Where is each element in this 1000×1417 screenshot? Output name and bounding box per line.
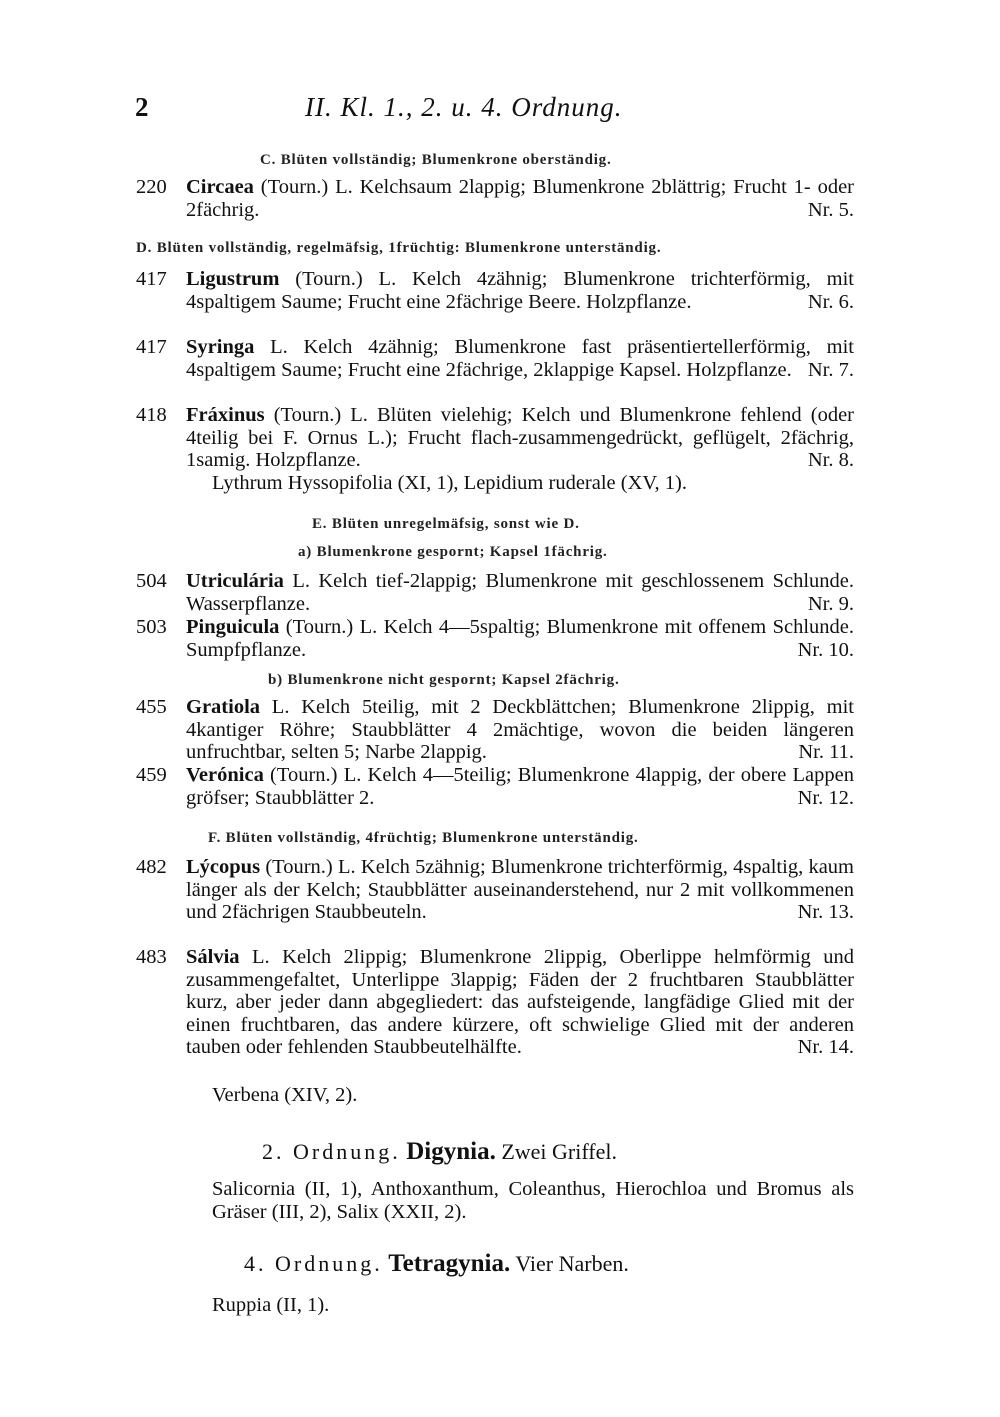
order-label: 2. Ordnung. [262,1139,401,1164]
entry-nr: Nr. 7. [807,358,854,381]
subsection-heading-eb: b) Blumenkrone nicht gespornt; Kapsel 2fächrig. [268,672,620,688]
order-label: 4. Ordnung. [244,1251,383,1276]
entry-number: 483 [136,946,167,968]
genus-entry [136,696,854,764]
genus-entry [136,336,854,381]
genus-entry [136,404,854,472]
section-heading-e: E. Blüten unregelmäfsig, sonst wie D. [312,516,580,532]
genus-name: Sálvia [186,946,240,968]
entry-text: (Tourn.) L. Blüten vielehig; Kelch und Blumenkrone fehlend (oder 4teilig bei F. Ornus L.); Frucht flach-zusammengedrückt, geflügelt, 2fächrig, 1samig. Holzpflanze. [186,404,854,471]
running-title: II. Kl. 1., 2. u. 4. Ordnung. [305,92,623,122]
entry-nr: Nr. 8. [807,449,854,471]
entry-text: L. Kelch tief-2lappig; Blumenkrone mit geschlossenem Schlunde. Wasserpflanze. [186,570,854,615]
entry-nr: Nr. 14. [797,1036,854,1058]
genus-entry [136,616,854,661]
entry-nr: Nr. 11. [798,741,854,763]
section-heading-d: D. Blüten vollständig, regelmäfsig, 1früchtig: Blumenkrone unterständig. [136,240,662,256]
genus-name: Lýcopus [186,856,261,878]
entry-nr: Nr. 12. [797,786,854,809]
entry-number: 504 [136,570,167,592]
genus-name: Circaea [186,176,254,198]
genus-name: Pinguicula [186,616,280,638]
section-heading-c: C. Blüten vollständig; Blumenkrone oberständig. [260,152,612,168]
page-number: 2 [135,92,149,122]
entry-text: (Tourn.) L. Kelch 4—5spaltig; Blumenkrone mit offenem Schlunde. Sumpfpflanze. [186,616,854,661]
entry-number: 418 [136,404,167,426]
entry-number: 220 [136,176,167,198]
entry-text: L. Kelch 4zähnig; Blumenkrone fast präsentiertellerförmig, mit 4spaltigem Saume; Frucht eine 2fächrige, 2klappige Kapsel. Holzpflanze. [186,336,854,381]
genus-entry [136,764,854,809]
entry-nr: Nr. 5. [807,198,854,221]
entry-nr: Nr. 9. [807,592,854,615]
page-header [135,92,855,132]
section-heading-f: F. Blüten vollständig, 4früchtig; Blumenkrone unterständig. [208,830,639,846]
order-heading-tetragynia [244,1250,629,1278]
entry-nr: Nr. 13. [797,901,854,923]
genus-name: Syringa [186,336,255,358]
entry-text: (Tourn.) L. Kelch 4zähnig; Blumenkrone trichterförmig, mit 4spaltigem Saume; Frucht eine 2fächrige Beere. Holzpflanze. [186,268,854,313]
genus-entry [136,856,854,924]
order-digynia-text: Salicornia (II, 1), Anthoxanthum, Coleanthus, Hierochloa und Bromus als Gräser (III, 2), Salix (XXII, 2). [212,1178,854,1223]
cross-reference-note: Verbena (XIV, 2). [212,1084,358,1106]
entry-text: (Tourn.) L. Kelch 5zähnig; Blumenkrone trichterförmig, 4spaltig, kaum länger als der Kelch; Staubblätter auseinanderstehend, nur 2 mit vollkommenen und 2fächrigen Staubbeuteln. [186,856,854,923]
entry-number: 417 [136,336,167,358]
genus-name: Fráxinus [186,404,265,426]
genus-entry [136,570,854,615]
genus-entry [136,176,854,221]
entry-number: 459 [136,764,167,786]
entry-text: (Tourn.) L. Kelchsaum 2lappig; Blumenkrone 2blättrig; Frucht 1- oder 2fächrig. [186,176,854,221]
entry-number: 417 [136,268,167,290]
entry-number: 455 [136,696,167,718]
entry-number: 482 [136,856,167,878]
genus-entry [136,268,854,313]
entry-nr: Nr. 10. [797,638,854,661]
order-german-name: Vier Narben. [515,1251,629,1276]
order-latin-name: Digynia. [406,1138,496,1165]
cross-reference-note: Lythrum Hyssopifolia (XI, 1), Lepidium ruderale (XV, 1). [212,472,688,494]
genus-name: Verónica [186,764,264,786]
entry-text: L. Kelch 2lippig; Blumenkrone 2lippig, Oberlippe helmförmig und zusammengefaltet, Unterlippe 3lappig; Fäden der 2 fruchtbaren Staubblätter kurz, aber jeder dann abgegliedert: das aufsteigende, langfädige Glied mit der einen fruchtbaren, das andere kürzere, oft schwielige Glied mit der anderen tauben oder fehlenden Staubbeutelhälfte. [186,946,854,1058]
order-tetragynia-text: Ruppia (II, 1). [212,1294,330,1316]
order-latin-name: Tetragynia. [388,1250,511,1277]
entry-nr: Nr. 6. [807,290,854,313]
genus-name: Gratiola [186,696,261,718]
order-heading-digynia [262,1138,617,1166]
subsection-heading-ea: a) Blumenkrone gespornt; Kapsel 1fächrig. [298,544,608,560]
entry-text: (Tourn.) L. Kelch 4—5teilig; Blumenkrone 4lappig, der obere Lappen gröfser; Staubblätter 2. [186,764,854,809]
entry-text: L. Kelch 5teilig, mit 2 Deckblättchen; Blumenkrone 2lippig, mit 4kantiger Röhre; Staubblätter 4 2mächtige, wovon die beiden längeren unfruchtbar, selten 5; Narbe 2lappig. [186,696,854,763]
genus-name: Ligustrum [186,268,280,290]
entry-number: 503 [136,616,167,638]
order-german-name: Zwei Griffel. [501,1139,617,1164]
genus-entry [136,946,854,1059]
genus-name: Utriculária [186,570,284,592]
